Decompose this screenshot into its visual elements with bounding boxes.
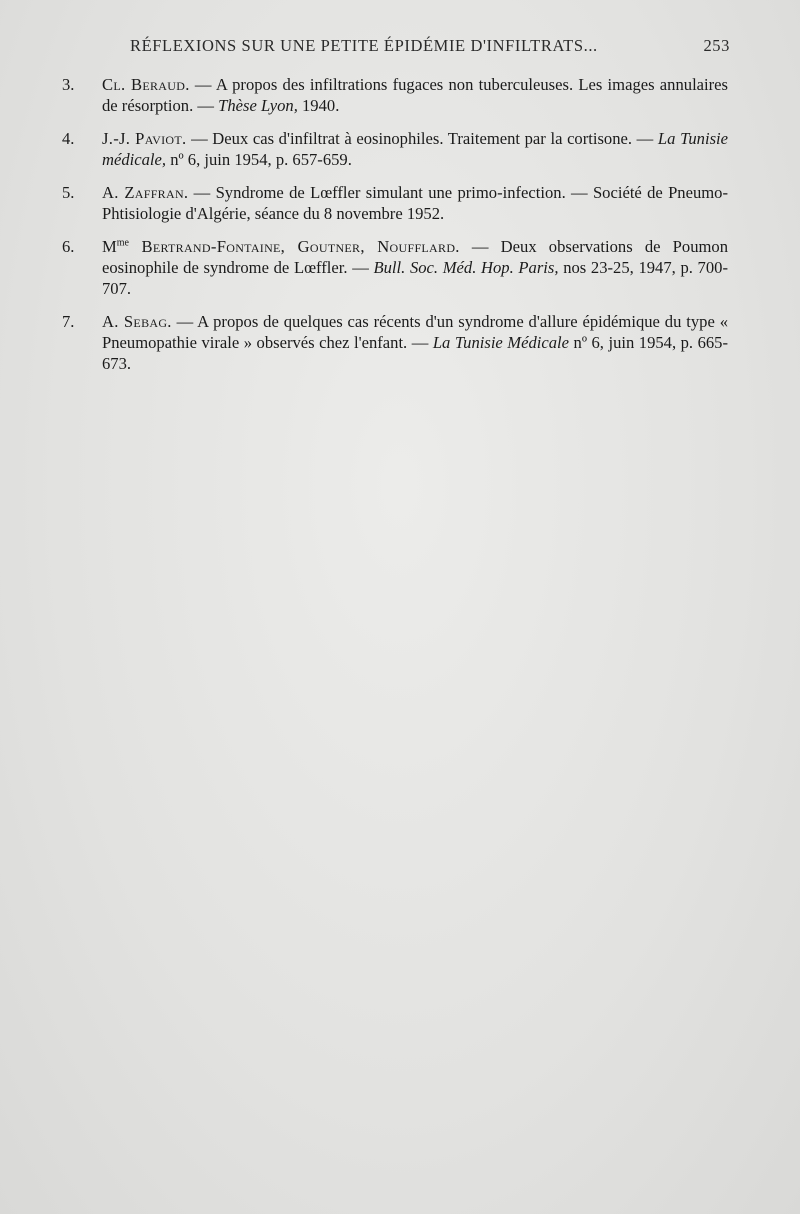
- reference-text: — Deux observations de Poumon eosinophile de syndrome de Lœffler. —: [102, 237, 728, 277]
- reference-item: [62, 236, 728, 299]
- reference-text: — A propos de quelques cas récents d'un syndrome d'allure épidémique du type « Pneumopathie virale » observés chez l'enfant. —: [102, 312, 728, 352]
- reference-text: — A propos des infiltrations fugaces non tuberculeuses. Les images annulaires de résorption. —: [102, 75, 728, 115]
- reference-details: nos 23-25, 1947, p. 700-707.: [102, 258, 728, 298]
- reference-text: — Deux cas d'infiltrat à eosinophiles. Traitement par la cortisone. —: [186, 129, 658, 148]
- page-number: 253: [703, 36, 730, 55]
- reference-number: 5.: [62, 183, 75, 202]
- running-title: RÉFLEXIONS SUR UNE PETITE ÉPIDÉMIE D'INFILTRATS...: [130, 36, 598, 55]
- reference-text: — Syndrome de Lœffler simulant une primo-infection. — Société de Pneumo-Phtisiologie d'Algérie, séance du 8 novembre 1952.: [102, 183, 728, 223]
- reference-number: 7.: [62, 312, 75, 331]
- reference-item: [62, 311, 728, 374]
- reference-list: [62, 74, 728, 386]
- reference-item: [62, 128, 728, 170]
- reference-details: 1940.: [297, 96, 340, 115]
- reference-author-prefix: M: [102, 237, 117, 256]
- reference-details: nº 6, juin 1954, p. 657-659.: [166, 150, 352, 169]
- reference-details: nº 6, juin 1954, p. 665-673.: [102, 333, 728, 373]
- reference-item: [62, 182, 728, 224]
- reference-source: Thèse Lyon,: [218, 96, 298, 115]
- reference-number: 3.: [62, 75, 75, 94]
- reference-number: 4.: [62, 129, 75, 148]
- running-head: [130, 36, 730, 58]
- reference-author: A. Zaffran.: [102, 183, 189, 202]
- reference-author: Cl. Beraud.: [102, 75, 190, 94]
- reference-author: A. Sebag.: [102, 312, 172, 331]
- reference-author: J.-J. Paviot.: [102, 129, 187, 148]
- reference-source: La Tunisie médicale,: [102, 129, 729, 169]
- reference-number: 6.: [62, 237, 75, 256]
- reference-source: La Tunisie Médicale: [432, 333, 570, 352]
- reference-author-superscript: me: [116, 237, 129, 249]
- reference-item: [62, 74, 728, 116]
- reference-author: Bertrand-Fontaine, Goutner, Noufflard.: [128, 237, 460, 256]
- reference-source: Bull. Soc. Méd. Hop. Paris,: [373, 258, 559, 277]
